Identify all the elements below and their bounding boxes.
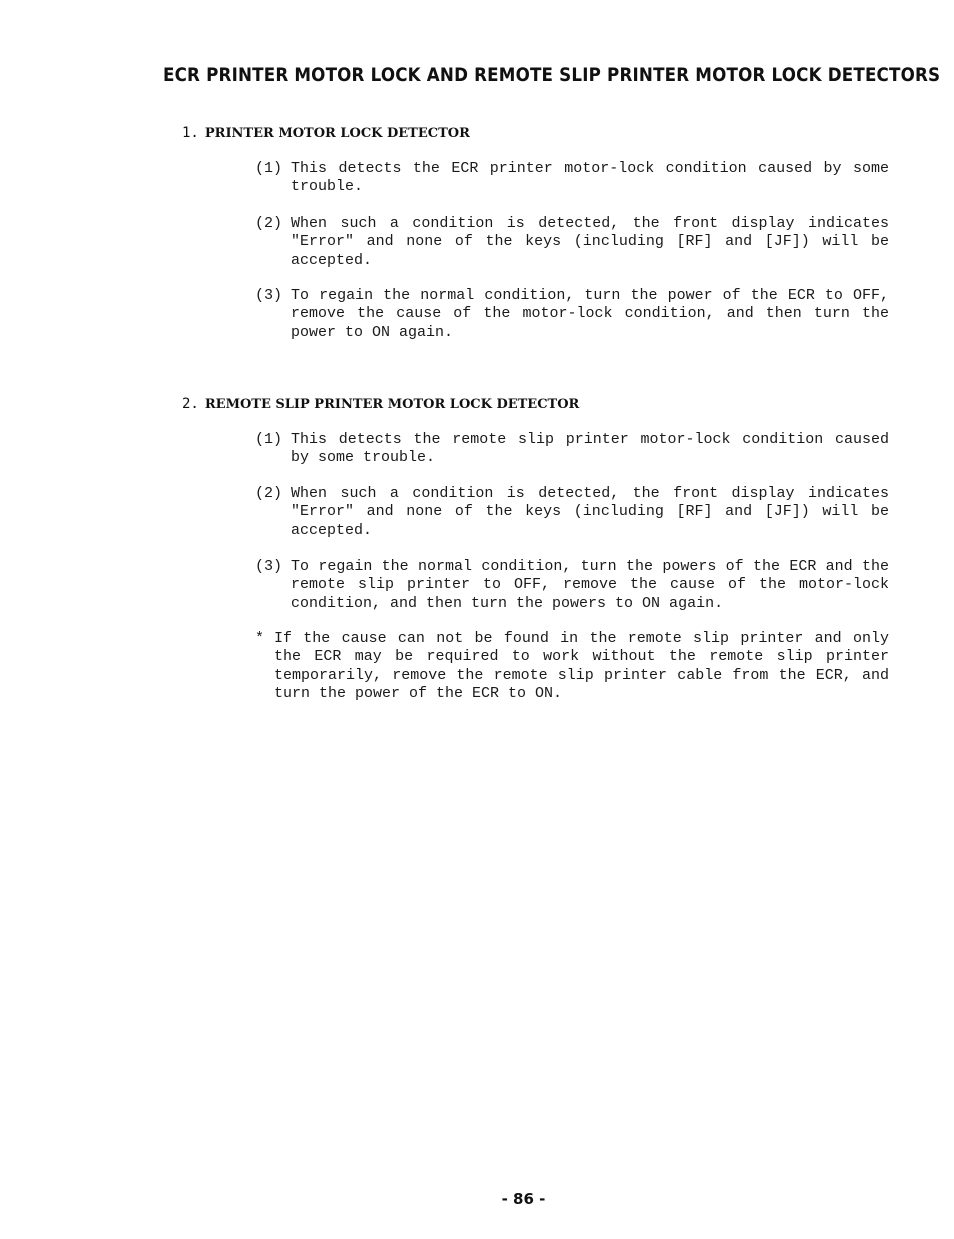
page-title: ECR PRINTER MOTOR LOCK AND REMOTE SLIP PRINTER MOTOR LOCK DETECTORS (163, 64, 941, 86)
item-text: This detects the remote slip printer motor-lock condition caused by some trouble. (291, 431, 889, 467)
list-item (255, 485, 889, 540)
section-number: 1. (182, 125, 199, 141)
item-marker: (2) (255, 485, 283, 502)
section-heading-text: REMOTE SLIP PRINTER MOTOR LOCK DETECTOR (204, 397, 580, 412)
item-marker: (1) (255, 431, 283, 448)
footnote-text: If the cause can not be found in the remote slip printer and only the ECR may be required to work without the remote slip printer temporarily, remove the remote slip printer cable from the ECR, and turn the power of the ECR to ON. (274, 630, 889, 702)
list-item (255, 160, 889, 197)
list-item (255, 558, 889, 613)
item-text: This detects the ECR printer motor-lock condition caused by some trouble. (291, 160, 889, 196)
item-text: When such a condition is detected, the front display indicates "Error" and none of the keys (including [RF] and [JF]) will be accepted. (291, 215, 889, 269)
item-marker: (3) (255, 558, 283, 575)
asterisk-marker: * (255, 630, 265, 647)
page-number: - 86 - (501, 1190, 546, 1208)
item-marker: (1) (255, 160, 283, 177)
item-text: When such a condition is detected, the front display indicates "Error" and none of the keys (including [RF] and [JF]) will be accepted. (291, 485, 889, 539)
list-item (255, 287, 889, 342)
section-number: 2. (182, 396, 199, 412)
section-heading-text: PRINTER MOTOR LOCK DETECTOR (204, 126, 470, 141)
item-marker: (3) (255, 287, 283, 304)
section-heading-remote-slip-printer-motor-lock (182, 396, 579, 412)
footnote (255, 630, 889, 703)
list-item (255, 431, 889, 468)
list-item (255, 215, 889, 270)
item-text: To regain the normal condition, turn the power of the ECR to OFF, remove the cause of the motor-lock condition, and then turn the power to ON again. (291, 287, 889, 341)
item-text: To regain the normal condition, turn the powers of the ECR and the remote slip printer to OFF, remove the cause of the motor-lock condition, and then turn the powers to ON again. (291, 558, 889, 612)
item-marker: (2) (255, 215, 283, 232)
section-heading-printer-motor-lock (182, 125, 470, 141)
